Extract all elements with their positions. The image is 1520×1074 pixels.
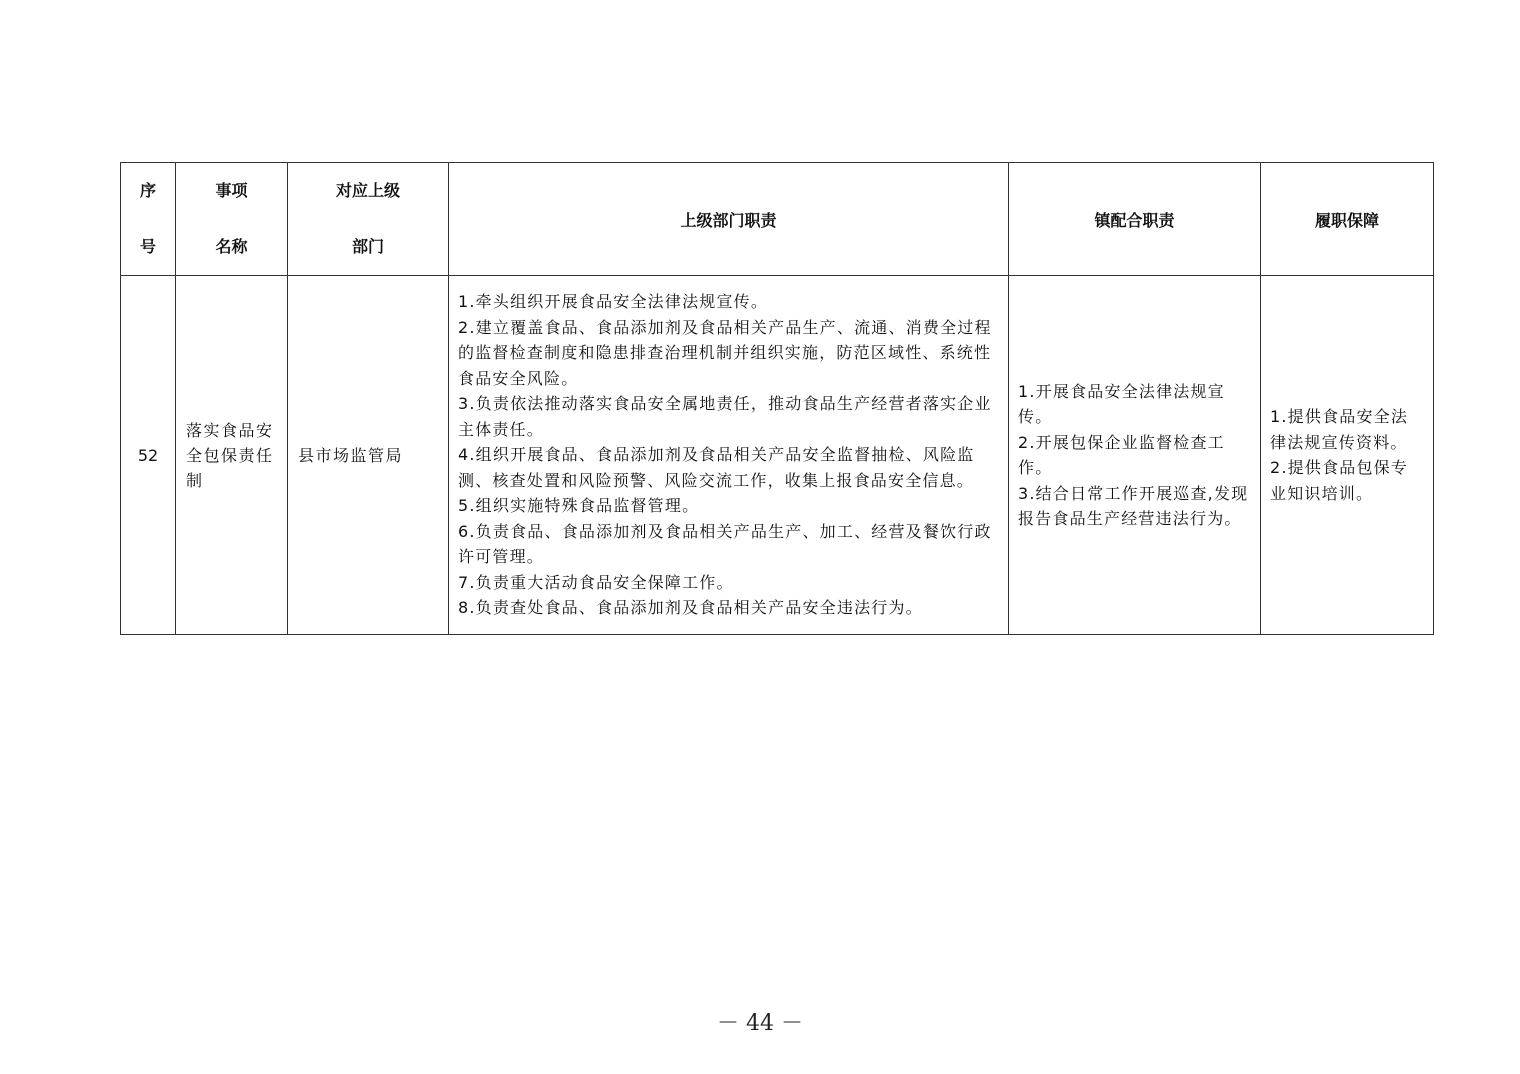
- cell-department: 县市场监管局: [288, 276, 449, 635]
- header-department: 对应上级 部门: [288, 163, 449, 276]
- upper-duty-item: 1.牵头组织开展食品安全法律法规宣传。: [458, 292, 769, 312]
- page-number: － 44 －: [717, 1011, 803, 1036]
- upper-duty-item: 3.负责依法推动落实食品安全属地责任，推动食品生产经营者落实企业主体责任。: [458, 394, 992, 439]
- table-row: [121, 276, 1434, 635]
- upper-duty-item: 4.组织开展食品、食品添加剂及食品相关产品安全监督抽检、风险监测、核查处置和风险预警、风险交流工作，收集上报食品安全信息。: [458, 445, 975, 490]
- guarantee-item: 2.提供食品包保专业知识培训。: [1270, 458, 1409, 503]
- cell-seq: 52: [121, 276, 176, 635]
- upper-duty-item: 2.建立覆盖食品、食品添加剂及食品相关产品生产、流通、消费全过程的监督检查制度和隐患排查治理机制并组织实施，防范区域性、系统性食品安全风险。: [458, 317, 992, 388]
- cell-town-duties: [1009, 276, 1261, 635]
- table-header-row: [121, 163, 1434, 276]
- upper-duty-item: 7.负责重大活动食品安全保障工作。: [458, 572, 734, 592]
- cell-guarantees: [1261, 276, 1434, 635]
- upper-duty-item: 5.组织实施特殊食品监督管理。: [458, 496, 700, 516]
- header-town-duty: 镇配合职责: [1009, 163, 1261, 276]
- header-seq: 序 号: [121, 163, 176, 276]
- guarantee-item: 1.提供食品安全法律法规宣传资料。: [1270, 407, 1409, 452]
- header-guarantee: 履职保障: [1261, 163, 1434, 276]
- town-duty-item: 3.结合日常工作开展巡查,发现报告食品生产经营违法行为。: [1018, 483, 1249, 528]
- cell-upper-duties: [449, 276, 1009, 635]
- upper-duty-item: 8.负责查处食品、食品添加剂及食品相关产品安全违法行为。: [458, 598, 923, 618]
- duty-table: [120, 162, 1434, 635]
- town-duty-item: 1.开展食品安全法律法规宣传。: [1018, 381, 1225, 426]
- header-upper-duty: 上级部门职责: [449, 163, 1009, 276]
- header-item-name: 事项 名称: [176, 163, 288, 276]
- upper-duty-item: 6.负责食品、食品添加剂及食品相关产品生产、加工、经营及餐饮行政许可管理。: [458, 521, 992, 567]
- town-duty-item: 2.开展包保企业监督检查工作。: [1018, 432, 1225, 477]
- cell-item-name: 落实食品安全包保责任制: [176, 276, 288, 635]
